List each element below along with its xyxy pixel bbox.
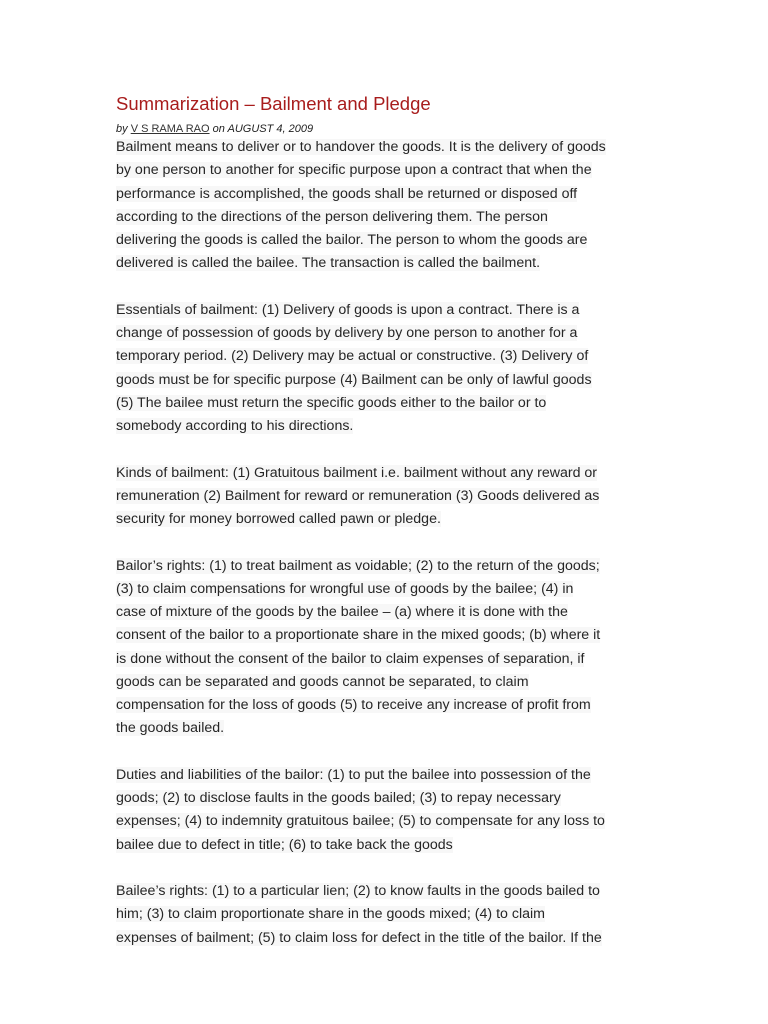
text-line-content: Bailment means to deliver or to handover the goods. It is the delivery of goods xyxy=(116,139,606,155)
text-line xyxy=(116,648,656,671)
text-line xyxy=(116,369,656,392)
text-line xyxy=(116,508,656,531)
text-line xyxy=(116,392,656,415)
text-line xyxy=(116,624,656,647)
text-line-content: him; (3) to claim proportionate share in the goods mixed; (4) to claim xyxy=(116,906,545,923)
author-link[interactable]: V S RAMA RAO xyxy=(130,123,210,135)
article-body xyxy=(116,136,656,950)
text-line xyxy=(116,927,656,950)
byline-on: on xyxy=(212,123,225,135)
text-line-content: security for money borrowed called pawn or pledge. xyxy=(116,511,441,527)
paragraph-gap xyxy=(116,741,656,764)
text-line-content: remuneration (2) Bailment for reward or remuneration (3) Goods delivered as xyxy=(116,487,600,504)
text-line-content: Duties and liabilities of the bailor: (1) to put the bailee into possession of the xyxy=(116,766,591,783)
text-line xyxy=(116,578,656,601)
text-line xyxy=(116,183,656,206)
text-line xyxy=(116,601,656,624)
text-line-content: Kinds of bailment: (1) Gratuitous bailment i.e. bailment without any reward or xyxy=(116,464,598,481)
paragraph xyxy=(116,555,656,741)
text-line xyxy=(116,345,656,368)
paragraph-gap xyxy=(116,857,656,880)
text-line-content: Essentials of bailment: (1) Delivery of goods is upon a contract. There is a xyxy=(116,301,580,318)
paragraph xyxy=(116,136,656,276)
text-line-content: expenses of bailment; (5) to claim loss for defect in the title of the bailor. If the xyxy=(116,929,602,946)
text-line xyxy=(116,299,656,322)
paragraph-gap xyxy=(116,276,656,299)
text-line-content: change of possession of goods by delivery by one person to another for a xyxy=(116,325,578,341)
text-line-content: bailee due to defect in title; (6) to take back the goods xyxy=(116,836,453,853)
text-line-content: according to the directions of the person delivering them. The person xyxy=(116,208,548,225)
text-line xyxy=(116,787,656,810)
text-line xyxy=(116,462,656,485)
text-line-content: by one person to another for specific purpose upon a contract that when the xyxy=(116,162,592,179)
text-line xyxy=(116,415,656,438)
paragraph-gap xyxy=(116,531,656,554)
paragraph xyxy=(116,880,656,950)
byline-date: AUGUST 4, 2009 xyxy=(227,123,314,135)
text-line-content: case of mixture of the goods by the bailee – (a) where it is done with the xyxy=(116,604,568,620)
text-line-content: (5) The bailee must return the specific goods either to the bailor or to xyxy=(116,394,547,411)
text-line-content: delivering the goods is called the bailor. The person to whom the goods are xyxy=(116,232,588,248)
paragraph xyxy=(116,764,656,857)
text-line xyxy=(116,136,656,159)
text-line xyxy=(116,717,656,740)
text-line-content: Bailor’s rights: (1) to treat bailment as voidable; (2) to the return of the goods; xyxy=(116,557,600,574)
text-line-content: delivered is called the bailee. The transaction is called the bailment. xyxy=(116,255,541,272)
text-line xyxy=(116,764,656,787)
text-line-content: performance is accomplished, the goods shall be returned or disposed off xyxy=(116,185,578,202)
text-line xyxy=(116,555,656,578)
text-line xyxy=(116,206,656,229)
text-line-content: Bailee’s rights: (1) to a particular lien; (2) to know faults in the goods bailed to xyxy=(116,883,600,899)
paragraph xyxy=(116,299,656,439)
article xyxy=(116,92,656,950)
byline-by: by xyxy=(116,123,128,135)
text-line xyxy=(116,694,656,717)
text-line-content: compensation for the loss of goods (5) to receive any increase of profit from xyxy=(116,697,591,713)
text-line xyxy=(116,903,656,926)
text-line xyxy=(116,834,656,857)
text-line xyxy=(116,322,656,345)
byline xyxy=(116,122,656,136)
text-line-content: somebody according to his directions. xyxy=(116,418,354,434)
text-line-content: is done without the consent of the bailor to claim expenses of separation, if xyxy=(116,650,585,667)
text-line-content: expenses; (4) to indemnity gratuitous bailee; (5) to compensate for any loss to xyxy=(116,813,605,830)
text-line-content: consent of the bailor to a proportionate share in the mixed goods; (b) where it xyxy=(116,627,601,644)
paragraph xyxy=(116,462,656,532)
text-line xyxy=(116,485,656,508)
text-line xyxy=(116,159,656,182)
article-title: Summarization – Bailment and Pledge xyxy=(116,93,431,114)
text-line xyxy=(116,252,656,275)
paragraph-gap xyxy=(116,438,656,461)
text-line xyxy=(116,671,656,694)
text-line-content: goods; (2) to disclose faults in the goods bailed; (3) to repay necessary xyxy=(116,790,561,806)
text-line xyxy=(116,810,656,833)
text-line-content: the goods bailed. xyxy=(116,720,225,737)
text-line-content: goods can be separated and goods cannot be separated, to claim xyxy=(116,673,529,690)
text-line xyxy=(116,880,656,903)
text-line xyxy=(116,229,656,252)
text-line-content: goods must be for specific purpose (4) Bailment can be only of lawful goods xyxy=(116,371,592,388)
text-line-content: (3) to claim compensations for wrongful use of goods by the bailee; (4) in xyxy=(116,580,574,597)
text-line-content: temporary period. (2) Delivery may be actual or constructive. (3) Delivery of xyxy=(116,348,589,365)
